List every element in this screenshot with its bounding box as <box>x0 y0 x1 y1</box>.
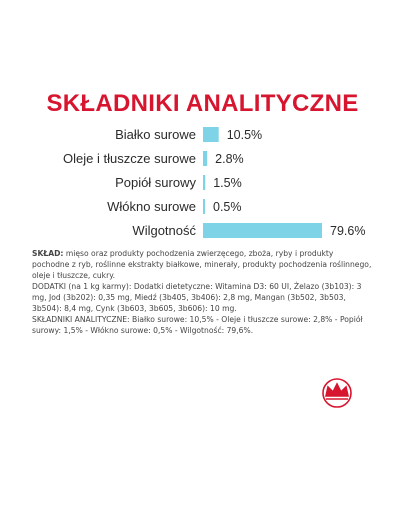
category-label: Białko surowe <box>115 127 196 142</box>
category-label: Wilgotność <box>132 223 196 238</box>
value-label: 10.5% <box>226 128 263 142</box>
bar <box>203 151 207 166</box>
chart-title: SKŁADNIKI ANALITYCZNE <box>46 90 359 117</box>
composition-text: mięso oraz produkty pochodzenia zwierzęcego, zboża, ryby i produkty pochodne z ryb, roślinne ekstrakty białkowe, minerały, produkty pochodzenia roślinnego, oleje i tłuszcze, cukry. <box>32 249 372 280</box>
composition-paragraph <box>32 248 372 281</box>
bar <box>203 223 322 238</box>
bar <box>203 127 219 142</box>
value-label: 0.5% <box>213 200 242 214</box>
category-label: Popiół surowy <box>115 175 196 190</box>
composition-notes <box>32 248 372 336</box>
category-label: Włókno surowe <box>107 199 196 214</box>
value-label: 79.6% <box>330 224 366 238</box>
value-label: 1.5% <box>213 176 242 190</box>
analytical-bar-chart <box>0 0 405 250</box>
additives-paragraph: DODATKI (na 1 kg karmy): Dodatki dietetyczne: Witamina D3: 60 UI, Żelazo (3b103): 3 mg, Jod (3b202): 0,35 mg, Miedź (3b405, 3b406): 2,8 mg, Mangan (3b502, 3b503, 3b504): 8,4 mg, Cynk (3b603, 3b605, 3b606): 10 mg. <box>32 282 362 313</box>
bar <box>203 175 205 190</box>
category-label: Oleje i tłuszcze surowe <box>63 151 196 166</box>
crown-icon <box>323 379 351 407</box>
royal-canin-logo <box>308 375 366 411</box>
value-label: 2.8% <box>215 152 244 166</box>
bar <box>203 199 205 214</box>
analytical-paragraph: SKŁADNIKI ANALITYCZNE: Białko surowe: 10,5% - Oleje i tłuszcze surowe: 2,8% - Popiół surowy: 1,5% - Włókno surowe: 0,5% - Wilgotność: 79,6%. <box>32 315 363 335</box>
composition-label: SKŁAD: <box>32 249 64 258</box>
